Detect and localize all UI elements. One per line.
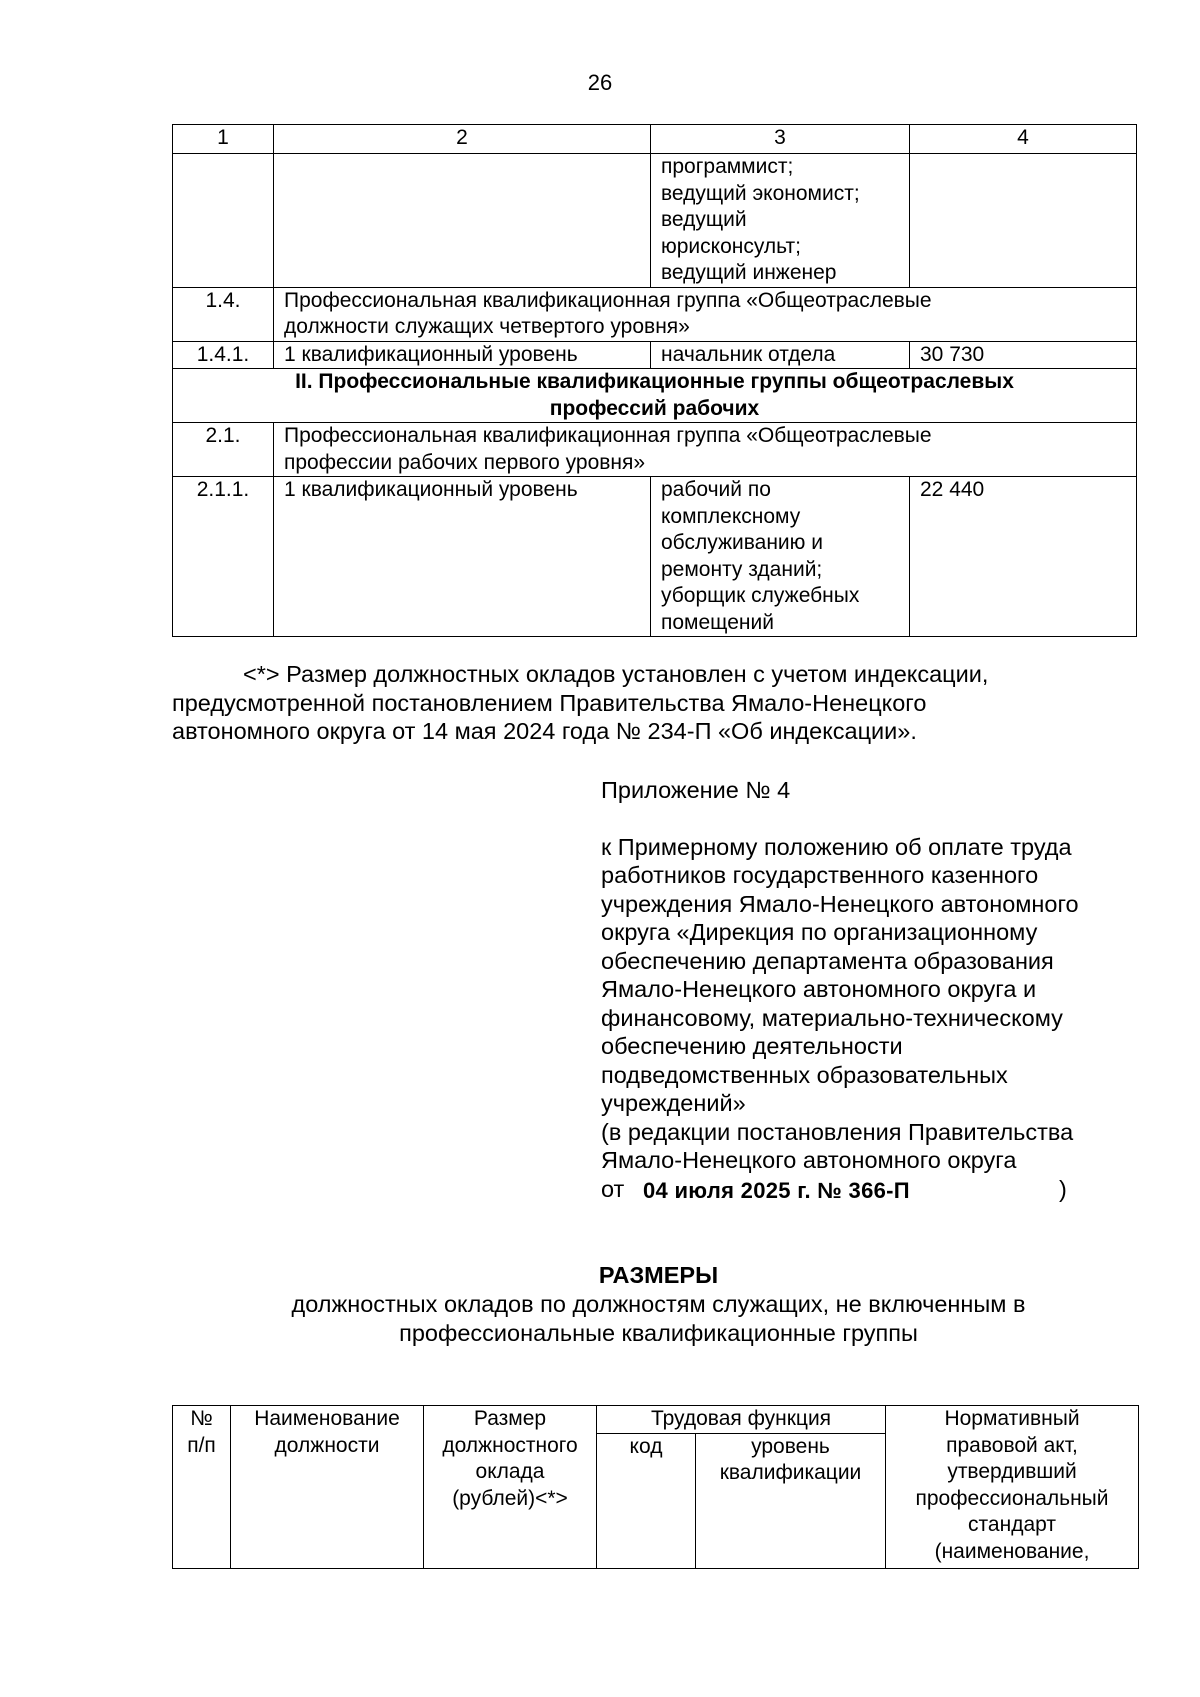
header-code: код (597, 1433, 696, 1569)
footnote (172, 660, 1145, 746)
appendix-line: (в редакции постановления Правительства (601, 1118, 1074, 1145)
section-line: профессий рабочих (549, 396, 760, 420)
header-salary (424, 1406, 597, 1569)
header-line: № (190, 1407, 213, 1430)
header-line: (рублей)<*> (452, 1486, 568, 1510)
header-regulatory-act (886, 1406, 1139, 1569)
row-cont-salary (910, 154, 1137, 288)
position-line: комплексному (661, 504, 801, 528)
positions-table (172, 1405, 1139, 1569)
header-col-3: 3 (651, 125, 910, 154)
header-line: утвердивший (947, 1460, 1077, 1483)
appendix-line: работников государственного казенного (601, 862, 1039, 888)
sizes-subtitle (172, 1290, 1145, 1347)
header-col-2: 2 (274, 125, 651, 154)
appendix-line: обеспечению департамента образования (601, 947, 1054, 974)
appendix-line: обеспечению деятельности (601, 1033, 903, 1059)
position-line: рабочий по (661, 478, 771, 501)
header-line: должности (274, 1433, 380, 1457)
page-number: 26 (587, 70, 613, 95)
footnote-line: <*> Размер должностных окладов установлен с учетом индексации, (243, 661, 989, 687)
section-line: II. Профессиональные квалификационные группы общеотраслевых (295, 370, 1014, 393)
section-heading (173, 369, 1137, 423)
section-row (173, 369, 1137, 423)
group-line: должности служащих четвертого уровня» (284, 315, 690, 338)
row-cont-num (173, 154, 274, 288)
group-description (274, 423, 1137, 477)
table-row (173, 477, 1137, 637)
order-prefix: от (601, 1175, 625, 1202)
position-line: обслуживанию и (661, 531, 823, 554)
salary-table (172, 124, 1137, 637)
appendix-line: учреждений» (601, 1090, 746, 1116)
header-line: должностного (442, 1433, 578, 1457)
group-line: Профессиональная квалификационная группа «Общеотраслевые (284, 288, 932, 312)
qualification-level: 1 квалификационный уровень (274, 477, 651, 637)
appendix-line: подведомственных образовательных (601, 1061, 1008, 1088)
appendix-line: финансовому, материально-техническому (601, 1004, 1063, 1031)
header-position-name (231, 1406, 424, 1569)
position-line: ремонту зданий; (661, 557, 823, 581)
appendix-line: Ямало-Ненецкого автономного округа (601, 1147, 1017, 1173)
position-line: помещений (661, 610, 774, 634)
header-number (173, 1406, 231, 1569)
table-row (173, 341, 1137, 369)
header-line: оклада (475, 1460, 545, 1483)
row-cont-positions (651, 154, 910, 288)
table-row (173, 423, 1137, 477)
table-row (173, 287, 1137, 341)
row-number: 2.1.1. (173, 477, 274, 637)
header-line: правовой акт, (946, 1433, 1078, 1457)
header-line: Наименование (254, 1407, 400, 1430)
header-line: квалификации (719, 1461, 862, 1484)
header-line: (наименование, (934, 1539, 1090, 1563)
position-line: ведущий (661, 208, 747, 231)
table-row (173, 154, 1137, 288)
row-number: 1.4.1. (173, 341, 274, 369)
subtitle-line: должностных окладов по должностям служащих, не включенным в (291, 1291, 1026, 1317)
group-line: профессии рабочих первого уровня» (284, 450, 646, 474)
header-line: уровень (751, 1434, 830, 1458)
position-line: юрисконсульт; (661, 234, 801, 258)
row-cont-level (274, 154, 651, 288)
header-line: Размер (473, 1407, 547, 1430)
table-header-row (173, 125, 1137, 154)
header-line: профессиональный (915, 1486, 1109, 1510)
position-line: ведущий экономист; (661, 181, 860, 205)
group-line: Профессиональная квалификационная группа «Общеотраслевые (284, 424, 932, 447)
footnote-line: автономного округа от 14 мая 2024 года № 234-П «Об индексации». (172, 718, 917, 744)
subtitle-line: профессиональные квалификационные группы (399, 1319, 918, 1346)
row-number: 1.4. (173, 287, 274, 341)
order-stamp: 04 июля 2025 г. № 366-П (643, 1177, 910, 1203)
header-col-1: 1 (173, 125, 274, 154)
appendix-line: к Примерному положению об оплате труда (601, 833, 1072, 860)
appendix-line: учреждения Ямало-Ненецкого автономного (601, 890, 1079, 917)
header-line: п/п (187, 1433, 216, 1457)
order-close-paren: ) (1059, 1175, 1067, 1202)
salary-value: 22 440 (910, 477, 1137, 637)
appendix-title: Приложение № 4 (601, 777, 791, 803)
appendix-line: Ямало-Ненецкого автономного округа и (601, 976, 1037, 1002)
position-name (651, 477, 910, 637)
group-description (274, 287, 1137, 341)
header-line: Нормативный (944, 1407, 1080, 1430)
order-line (601, 1175, 1161, 1204)
header-col-4: 4 (910, 125, 1137, 154)
header-labor-function: Трудовая функция (597, 1406, 886, 1434)
appendix-block (601, 776, 1161, 1203)
qualification-level: 1 квалификационный уровень (274, 341, 651, 369)
position-name: начальник отдела (651, 341, 910, 369)
position-line: программист; (661, 155, 794, 178)
header-qualification-level (696, 1433, 886, 1569)
salary-value: 30 730 (910, 341, 1137, 369)
header-line: стандарт (968, 1513, 1056, 1536)
position-line: ведущий инженер (661, 261, 837, 284)
appendix-line: округа «Дирекция по организационному (601, 919, 1038, 945)
position-line: уборщик служебных (661, 584, 860, 607)
sizes-title: РАЗМЕРЫ (598, 1262, 719, 1288)
table-header-row (173, 1406, 1139, 1434)
row-number: 2.1. (173, 423, 274, 477)
footnote-line: предусмотренной постановлением Правительства Ямало-Ненецкого (172, 689, 927, 716)
